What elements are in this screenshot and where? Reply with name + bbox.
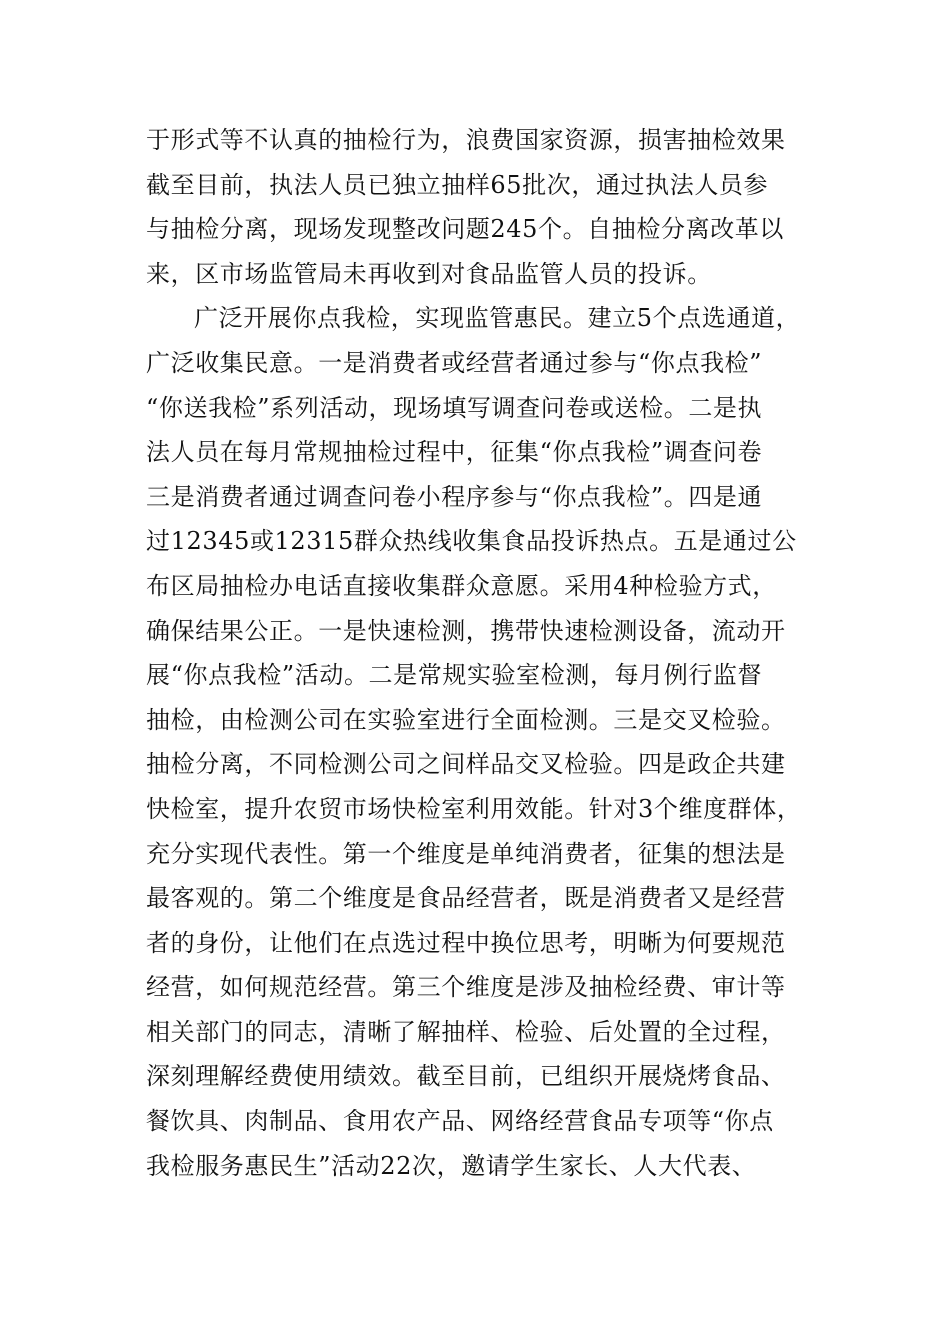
text-line: 布区局抽检办电话直接收集群众意愿。采用4种检验方式，: [146, 571, 777, 600]
body-text: [146, 118, 826, 1188]
text-line: 相关部门的同志，清晰了解抽样、检验、后处置的全过程，: [146, 1017, 786, 1046]
text-line: 抽检分离，不同检测公司之间样品交叉检验。四是政企共建: [146, 750, 786, 779]
text-line: 最客观的。第二个维度是食品经营者，既是消费者又是经营: [146, 884, 786, 913]
paragraph-first-line: 广泛开展你点我检，实现监管惠民。建立5个点选通道，: [194, 304, 801, 333]
text-line: 经营，如何规范经营。第三个维度是涉及抽检经费、审计等: [146, 973, 786, 1002]
text-line: 三是消费者通过调查问卷小程序参与“你点我检”。四是通: [146, 482, 763, 511]
text-line: 者的身份，让他们在点选过程中换位思考，明晰为何要规范: [146, 928, 786, 957]
text-line: 深刻理解经费使用绩效。截至目前，已组织开展烧烤食品、: [146, 1062, 786, 1091]
text-line: 过12345或12315群众热线收集食品投诉热点。五是通过公: [146, 527, 797, 556]
text-line: 餐饮具、肉制品、食用农产品、网络经营食品专项等“你点: [146, 1107, 774, 1136]
text-line: 展“你点我检”活动。二是常规实验室检测，每月例行监督: [146, 661, 763, 690]
text-line: “你送我检”系列活动，现场填写调查问卷或送检。二是执: [146, 393, 763, 422]
text-line: 法人员在每月常规抽检过程中，征集“你点我检”调查问卷: [146, 438, 763, 467]
text-line: 充分实现代表性。第一个维度是单纯消费者，征集的想法是: [146, 839, 786, 868]
text-line: 抽检，由检测公司在实验室进行全面检测。三是交叉检验。: [146, 705, 786, 734]
text-line: 我检服务惠民生”活动22次，邀请学生家长、人大代表、: [146, 1151, 757, 1180]
text-line: 截至目前，执法人员已独立抽样65批次，通过执法人员参: [146, 170, 769, 199]
text-line: 与抽检分离，现场发现整改问题245个。自抽检分离改革以: [146, 215, 785, 244]
text-line: 确保结果公正。一是快速检测，携带快速检测设备，流动开: [146, 616, 786, 645]
text-line: 广泛收集民意。一是消费者或经营者通过参与“你点我检”: [146, 348, 763, 377]
text-line: 来，区市场监管局未再收到对食品监管人员的投诉。: [146, 259, 712, 288]
text-line: 快检室，提升农贸市场快检室利用效能。针对3个维度群体，: [146, 794, 802, 823]
text-line: 于形式等不认真的抽检行为，浪费国家资源，损害抽检效果: [146, 126, 786, 154]
